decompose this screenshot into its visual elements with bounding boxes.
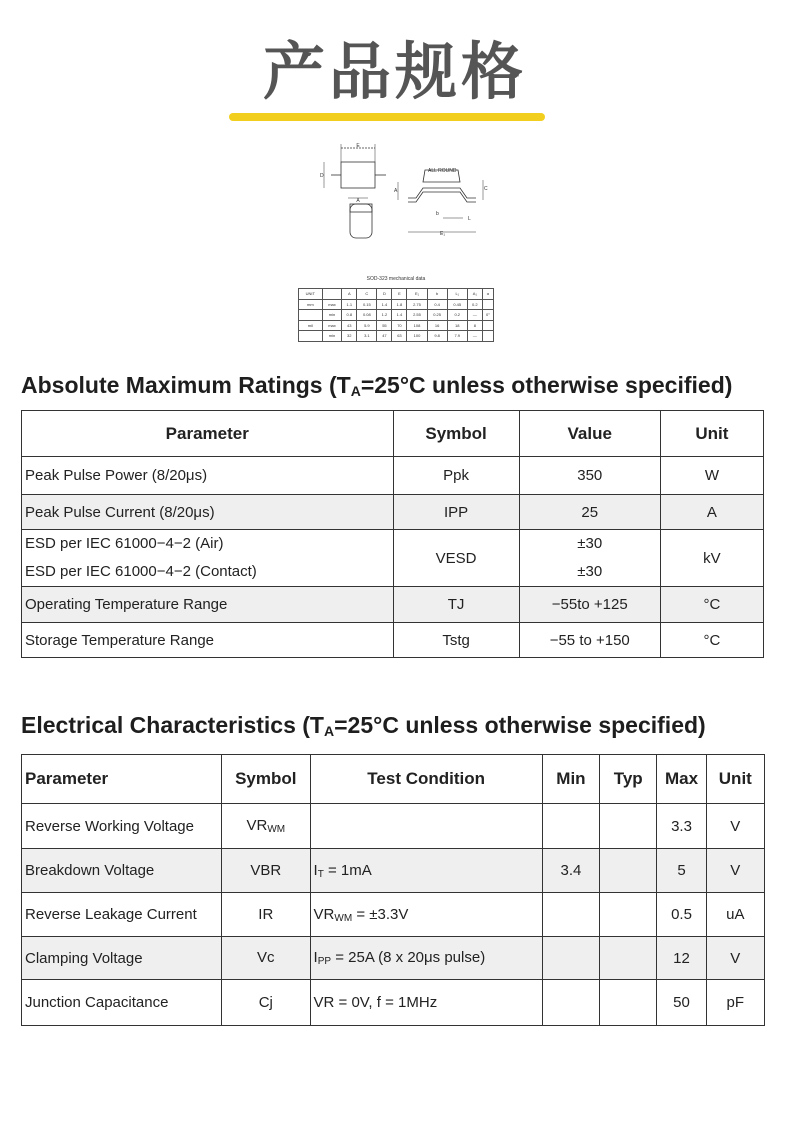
title-underline <box>229 113 545 121</box>
header-parameter: Parameter <box>22 755 222 804</box>
pin-marker <box>350 204 372 238</box>
mech-table-cell: 0.8 <box>342 310 357 321</box>
mech-table-cell: α <box>482 289 493 300</box>
table-header-row <box>22 411 764 457</box>
value-cell: 350 <box>519 457 660 495</box>
mech-table-cell: 9.8 <box>427 331 447 342</box>
max-cell: 12 <box>657 937 706 980</box>
mech-table-cell <box>299 331 323 342</box>
mech-table-cell <box>322 289 342 300</box>
mech-table-cell: 1.4 <box>392 310 407 321</box>
max-cell: 0.5 <box>657 893 706 937</box>
mech-table-cell: D <box>377 289 392 300</box>
typ-cell <box>600 849 657 893</box>
mech-table-cell: min <box>322 331 342 342</box>
symbol-cell: Ppk <box>393 457 519 495</box>
param-cell: Breakdown Voltage <box>22 849 222 893</box>
table-row <box>22 937 765 980</box>
dim-label-l: L <box>468 216 471 222</box>
value-contact: ±30 <box>577 563 603 580</box>
ec-section-title: Electrical Characteristics ($T_A=25^\circ C$ unless otherwise specified) <box>21 712 706 739</box>
mech-table-cell: 0.45 <box>447 299 467 310</box>
mech-table-cell: b <box>427 289 447 300</box>
header-typ: Typ <box>600 755 657 804</box>
table-row <box>22 530 764 587</box>
symbol-cell: Tstg <box>393 623 519 658</box>
header-parameter: Parameter <box>22 411 394 457</box>
header-symbol: Symbol <box>222 755 310 804</box>
mech-table-cell: 43 <box>342 320 357 331</box>
electrical-characteristics-table <box>21 754 765 1026</box>
table-row <box>22 980 765 1026</box>
table-header-row <box>22 755 765 804</box>
symbol-cell: Cj <box>222 980 310 1026</box>
header-unit: Unit <box>706 755 764 804</box>
min-cell <box>542 980 599 1026</box>
mech-table-cell: 0.08 <box>357 310 377 321</box>
mech-table-row <box>299 289 494 300</box>
mech-table-cell <box>482 299 493 310</box>
mechanical-data-table <box>298 288 494 342</box>
mech-table-cell: 2.75 <box>407 299 427 310</box>
mech-table-cell: 3.1 <box>357 331 377 342</box>
dim-label-c: C <box>484 186 488 192</box>
value-air: ±30 <box>577 535 603 552</box>
symbol-cell: TJ <box>393 587 519 623</box>
dim-label-a-side: A <box>394 188 398 194</box>
mech-table-cell: 55 <box>377 320 392 331</box>
page-title: 产品规格 <box>262 35 527 108</box>
mech-table-cell: — <box>467 331 482 342</box>
mech-table-cell: min <box>322 310 342 321</box>
value-cell: −55 to +150 <box>519 623 660 658</box>
table-row <box>22 849 765 893</box>
dim-label-a-top: A <box>356 198 360 204</box>
mech-table-cell: 108 <box>407 320 427 331</box>
condition-cell: $I_{PP} = 25A$ (8 x 20μs pulse) <box>310 937 542 980</box>
mech-table-cell: 18 <box>447 320 467 331</box>
all-round-label: ALL ROUND <box>428 168 457 174</box>
table-row <box>22 623 764 658</box>
mech-table-row <box>299 310 494 321</box>
value-cell <box>519 530 660 587</box>
mech-table-cell <box>299 310 323 321</box>
mech-table-cell: 5.9 <box>357 320 377 331</box>
symbol-cell: Vc <box>222 937 310 980</box>
condition-cell: $I_T = 1mA$ <box>310 849 542 893</box>
package-outline-drawing <box>298 140 498 248</box>
unit-cell: V <box>706 849 764 893</box>
mech-table-cell: 47 <box>377 331 392 342</box>
unit-cell: °C <box>660 587 763 623</box>
mech-table-cell: 1.8 <box>392 299 407 310</box>
mech-table-row <box>299 299 494 310</box>
header-unit: Unit <box>660 411 763 457</box>
mech-table-cell: 70 <box>392 320 407 331</box>
header-min: Min <box>542 755 599 804</box>
typ-cell <box>600 804 657 849</box>
unit-cell: W <box>660 457 763 495</box>
mech-table-cell: max <box>322 320 342 331</box>
side-view-drawing <box>398 170 483 232</box>
mech-table-cell: 16 <box>427 320 447 331</box>
mech-table-cell: 0.2 <box>447 310 467 321</box>
header-test-condition: Test Condition <box>310 755 542 804</box>
unit-cell: V <box>706 937 764 980</box>
symbol-cell: VESD <box>393 530 519 587</box>
mech-table-cell: 1.2 <box>377 310 392 321</box>
min-cell: 3.4 <box>542 849 599 893</box>
mech-table-row <box>299 331 494 342</box>
mech-table-cell: 0.25 <box>427 310 447 321</box>
condition-cell: $VR_{WM} = \pm 3.3V$ <box>310 893 542 937</box>
dim-label-e: E <box>356 143 360 149</box>
max-cell: 5 <box>657 849 706 893</box>
mech-table-cell: 8 <box>467 320 482 331</box>
unit-cell: uA <box>706 893 764 937</box>
mech-table-cell: 0.4 <box>427 299 447 310</box>
mech-table-cell: 1.1 <box>342 299 357 310</box>
min-cell <box>542 937 599 980</box>
mech-table-cell: — <box>467 310 482 321</box>
table-row <box>22 457 764 495</box>
header-max: Max <box>657 755 706 804</box>
mech-table-cell: E <box>392 289 407 300</box>
param-cell: Storage Temperature Range <box>22 623 394 658</box>
table-row <box>22 495 764 530</box>
typ-cell <box>600 893 657 937</box>
mech-table-cell: 63 <box>392 331 407 342</box>
symbol-cell: IPP <box>393 495 519 530</box>
table-row <box>22 804 765 849</box>
mech-table-cell: 32 <box>342 331 357 342</box>
mech-table-cell: E₁ <box>407 289 427 300</box>
symbol-cell: $VR_{WM}$ <box>222 804 310 849</box>
max-cell: 50 <box>657 980 706 1026</box>
param-air: ESD per IEC 61000−4−2 (Air) <box>25 535 224 552</box>
param-cell: Reverse Working Voltage <box>22 804 222 849</box>
value-cell: 25 <box>519 495 660 530</box>
mech-table-cell: A <box>342 289 357 300</box>
mechanical-data-caption: SOD-323 mechanical data <box>366 276 426 282</box>
mech-table-cell: UNIT <box>299 289 323 300</box>
param-cell <box>22 530 394 587</box>
mech-table-row <box>299 320 494 331</box>
mech-table-cell: 0.2 <box>467 299 482 310</box>
table-row <box>22 893 765 937</box>
mech-table-cell: 0.15 <box>357 299 377 310</box>
unit-cell: A <box>660 495 763 530</box>
table-row <box>22 587 764 623</box>
unit-cell: pF <box>706 980 764 1026</box>
mech-table-cell: 7.9 <box>447 331 467 342</box>
min-cell <box>542 804 599 849</box>
absolute-maximum-ratings-table <box>21 410 764 658</box>
condition-cell <box>310 804 542 849</box>
amr-section-title: Absolute Maximum Ratings ($T_A=25^\circ C$ unless otherwise specified) <box>21 372 733 399</box>
mech-table-cell: 0° <box>482 310 493 321</box>
condition-cell: VR = 0V, f = 1MHz <box>310 980 542 1026</box>
mech-table-cell: 1.4 <box>377 299 392 310</box>
param-cell: Junction Capacitance <box>22 980 222 1026</box>
mech-table-cell: mm <box>299 299 323 310</box>
dim-label-d: D <box>320 173 324 179</box>
param-cell: Peak Pulse Current (8/20μs) <box>22 495 394 530</box>
unit-cell: V <box>706 804 764 849</box>
mech-table-cell: 2.55 <box>407 310 427 321</box>
unit-cell: kV <box>660 530 763 587</box>
mech-table-cell: mil <box>299 320 323 331</box>
param-cell: Clamping Voltage <box>22 937 222 980</box>
mech-table-cell: max <box>322 299 342 310</box>
mech-table-cell <box>482 320 493 331</box>
dim-label-b: b <box>436 211 439 217</box>
typ-cell <box>600 980 657 1026</box>
mech-table-cell: A₁ <box>467 289 482 300</box>
mech-table-cell <box>482 331 493 342</box>
symbol-cell: IR <box>222 893 310 937</box>
max-cell: 3.3 <box>657 804 706 849</box>
header-symbol: Symbol <box>393 411 519 457</box>
unit-cell: °C <box>660 623 763 658</box>
value-cell: −55to +125 <box>519 587 660 623</box>
mech-table-cell: 100 <box>407 331 427 342</box>
param-cell: Reverse Leakage Current <box>22 893 222 937</box>
param-cell: Operating Temperature Range <box>22 587 394 623</box>
dim-label-e1: E₁ <box>440 231 446 237</box>
symbol-cell: VBR <box>222 849 310 893</box>
mech-table-cell: C <box>357 289 377 300</box>
header-value: Value <box>519 411 660 457</box>
mech-table-cell: L₁ <box>447 289 467 300</box>
param-cell: Peak Pulse Power (8/20μs) <box>22 457 394 495</box>
top-view-drawing <box>324 144 386 198</box>
min-cell <box>542 893 599 937</box>
param-contact: ESD per IEC 61000−4−2 (Contact) <box>25 563 257 580</box>
typ-cell <box>600 937 657 980</box>
